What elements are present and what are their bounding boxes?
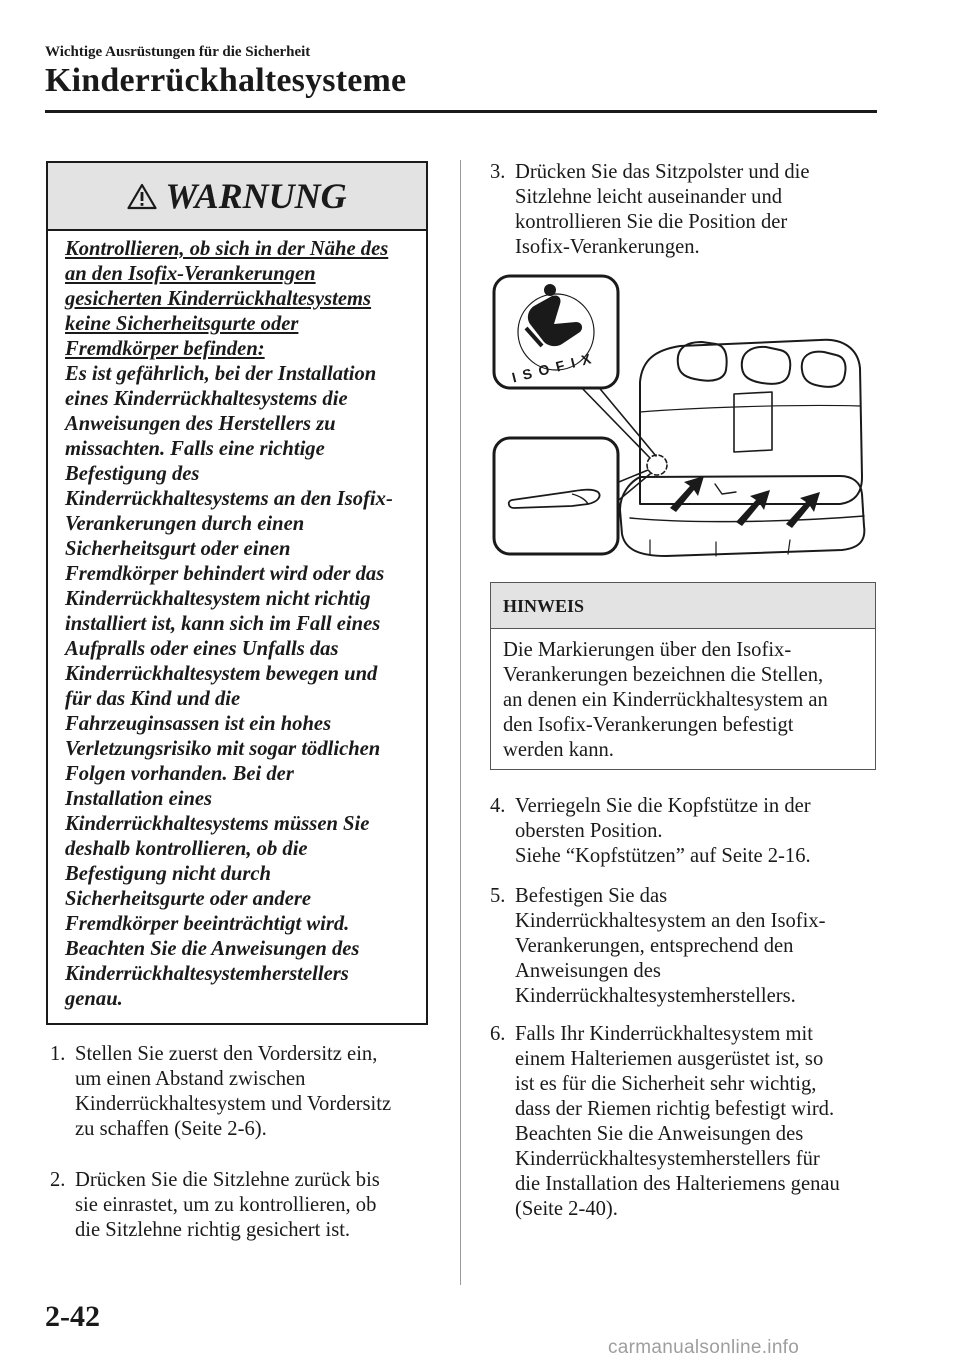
warning-line: Fremdkörper behindert wird oder das	[65, 563, 385, 585]
warning-line: Folgen vorhanden. Bei der	[65, 763, 294, 785]
warning-lead-line: an den Isofix-Verankerungen	[65, 263, 316, 285]
step-line: Kinderrückhaltesystem an den Isofix-	[515, 910, 826, 932]
column-divider	[460, 160, 461, 1285]
step-line: Falls Ihr Kinderrückhaltesystem mit	[515, 1023, 813, 1045]
warning-text	[65, 362, 412, 1012]
warning-line: Anweisungen des Herstellers zu	[65, 413, 336, 435]
warning-line: Kinderrückhaltesystemherstellers	[65, 963, 349, 985]
warning-line: Verletzungsrisiko mit sogar tödlichen	[65, 738, 381, 760]
step-line: Kinderrückhaltesystem und Vordersitz	[75, 1093, 392, 1115]
step-line: Siehe “Kopfstützen” auf Seite 2-16.	[515, 845, 811, 867]
warning-line: Sicherheitsgurte oder andere	[65, 888, 311, 910]
warning-line: Beachten Sie die Anweisungen des	[65, 938, 360, 960]
chapter-title: Kinderrückhaltesysteme	[45, 62, 407, 99]
step-line: (Seite 2-40).	[515, 1198, 618, 1220]
step-line: kontrollieren Sie die Position der	[515, 211, 788, 233]
warning-line: Kinderrückhaltesystem bewegen und	[65, 663, 378, 685]
warning-line: Kinderrückhaltesystems müssen Sie	[65, 813, 370, 835]
watermark: carmanualsonline.info	[608, 1337, 800, 1358]
step-line: obersten Position.	[515, 820, 663, 842]
step-number: 1.	[50, 1043, 66, 1065]
section-header: Wichtige Ausrüstungen für die Sicherheit	[45, 44, 311, 60]
warning-line: für das Kind und die	[65, 688, 241, 710]
warning-line: Kinderrückhaltesystems an den Isofix-	[65, 488, 393, 510]
step-line: dass der Riemen richtig befestigt wird.	[515, 1098, 835, 1120]
warning-line: Befestigung des	[65, 463, 200, 485]
warning-line: missachten. Falls eine richtige	[65, 438, 325, 460]
note-box	[490, 582, 876, 770]
warning-header	[48, 163, 426, 231]
step-line: Anweisungen des	[515, 960, 661, 982]
step-number: 6.	[490, 1023, 506, 1045]
isofix-seat-illustration	[490, 272, 876, 562]
step-number: 4.	[490, 795, 506, 817]
warning-body	[48, 231, 426, 1012]
step-line: die Installation des Halteriemens genau	[515, 1173, 840, 1195]
warning-lead-line: keine Sicherheitsgurte oder	[65, 313, 299, 335]
warning-lead-line: Fremdkörper befinden:	[65, 338, 265, 360]
warning-title: WARNUNG	[165, 176, 347, 216]
note-line: Verankerungen bezeichnen die Stellen,	[503, 664, 824, 686]
warning-line: deshalb kontrollieren, ob die	[65, 838, 308, 860]
warning-line: Sicherheitsgurt oder einen	[65, 538, 291, 560]
note-line: den Isofix-Verankerungen befestigt	[503, 714, 794, 736]
note-title: HINWEIS	[491, 583, 875, 629]
step-line: Kinderrückhaltesystemherstellers für	[515, 1148, 820, 1170]
note-line: werden kann.	[503, 739, 614, 761]
step-line: Beachten Sie die Anweisungen des	[515, 1123, 804, 1145]
page-number: 2-42	[45, 1300, 100, 1333]
step-line: Befestigen Sie das	[515, 885, 668, 907]
step-line: Kinderrückhaltesystemherstellers.	[515, 985, 796, 1007]
step-line: die Sitzlehne richtig gesichert ist.	[75, 1219, 351, 1241]
note-body	[491, 629, 875, 763]
warning-line: Aufpralls oder eines Unfalls das	[65, 638, 339, 660]
step-line: Drücken Sie das Sitzpolster und die	[515, 161, 810, 183]
step-line: Stellen Sie zuerst den Vordersitz ein,	[75, 1043, 378, 1065]
step-line: einem Halteriemen ausgerüstet ist, so	[515, 1048, 824, 1070]
step-line: Sitzlehne leicht auseinander und	[515, 186, 783, 208]
step-number: 2.	[50, 1169, 66, 1191]
warning-line: Es ist gefährlich, bei der Installation	[65, 363, 377, 385]
warning-triangle-icon	[127, 183, 157, 210]
warning-line: Befestigung nicht durch	[65, 863, 271, 885]
step-line: zu schaffen (Seite 2-6).	[75, 1118, 267, 1140]
step-line: ist es für die Sicherheit sehr wichtig,	[515, 1073, 817, 1095]
step-line: sie einrastet, um zu kontrollieren, ob	[75, 1194, 377, 1216]
warning-line: Installation eines	[65, 788, 213, 810]
warning-lead	[65, 237, 412, 362]
step-number: 3.	[490, 161, 506, 183]
warning-line: Kinderrückhaltesystem nicht richtig	[65, 588, 371, 610]
warning-line: eines Kinderrückhaltesystems die	[65, 388, 348, 410]
warning-line: Verankerungen durch einen	[65, 513, 305, 535]
warning-line: Fahrzeuginsassen ist ein hohes	[65, 713, 332, 735]
note-line: an denen ein Kinderrückhaltesystem an	[503, 689, 828, 711]
isofix-symbol-label: ISOFIX	[510, 348, 600, 386]
warning-box	[46, 161, 428, 1025]
step-line: Drücken Sie die Sitzlehne zurück bis	[75, 1169, 380, 1191]
step-line: Verankerungen, entsprechend den	[515, 935, 794, 957]
warning-line: installiert ist, kann sich im Fall eines	[65, 613, 381, 635]
step-line: Verriegeln Sie die Kopfstütze in der	[515, 795, 811, 817]
warning-line: Fremdkörper beeinträchtigt wird.	[65, 913, 350, 935]
header-rule	[45, 110, 877, 113]
step-number: 5.	[490, 885, 506, 907]
note-line: Die Markierungen über den Isofix-	[503, 639, 792, 661]
warning-lead-line: Kontrollieren, ob sich in der Nähe des	[65, 238, 389, 260]
warning-lead-line: gesicherten Kinderrückhaltesystems	[65, 288, 372, 310]
step-line: Isofix-Verankerungen.	[515, 236, 700, 258]
warning-line: genau.	[65, 988, 123, 1010]
step-line: um einen Abstand zwischen	[75, 1068, 306, 1090]
